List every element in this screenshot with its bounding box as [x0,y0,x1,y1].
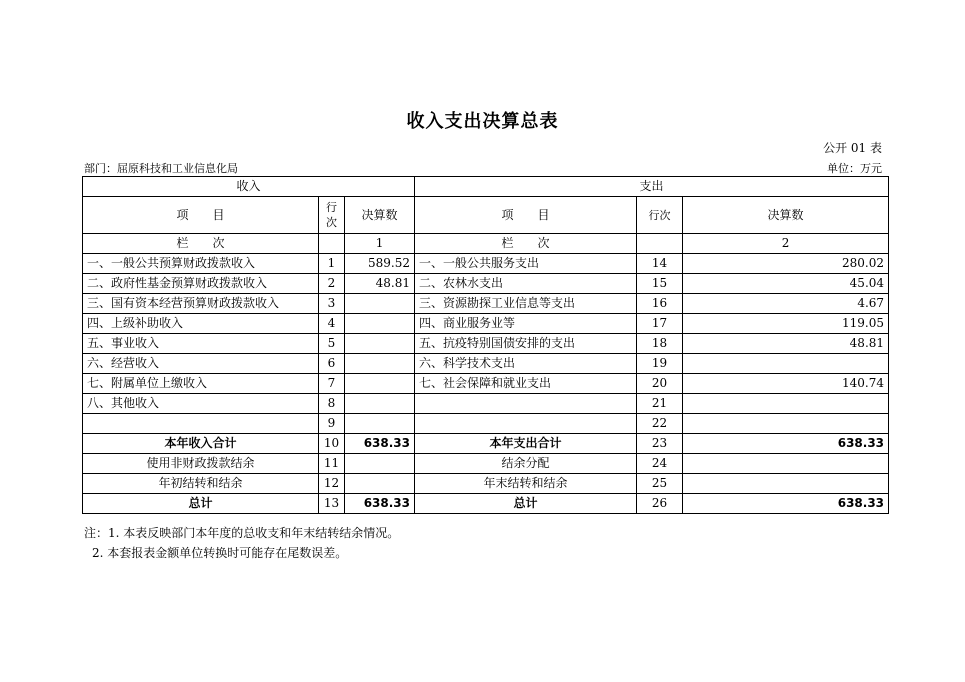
table-row [83,254,889,274]
income-item: 七、附属单位上缴收入 [83,374,319,394]
income-row-no: 5 [319,334,345,354]
year-income-total-label: 本年收入合计 [83,434,319,454]
expense-row-no: 14 [637,254,683,274]
empty-cell [319,234,345,254]
expense-row-no: 18 [637,334,683,354]
empty-cell [637,234,683,254]
income-item: 三、国有资本经营预算财政拨款收入 [83,294,319,314]
expense-amount: 48.81 [683,334,889,354]
page-title: 收入支出决算总表 [406,111,559,132]
income-amount [345,374,415,394]
begin-carryover-label: 年初结转和结余 [83,474,319,494]
income-item: 四、上级补助收入 [83,314,319,334]
income-item-header: 项 目 [83,197,319,234]
expense-item: 七、社会保障和就业支出 [415,374,637,394]
note-2: 2. 本套报表金额单位转换时可能存在尾数误差。 [92,546,348,560]
expense-item-header: 项 目 [415,197,637,234]
income-item: 一、一般公共预算财政拨款收入 [83,254,319,274]
year-income-total-no: 10 [319,434,345,454]
income-amount [345,334,415,354]
expense-row-no: 16 [637,294,683,314]
income-row-no: 8 [319,394,345,414]
expense-amount [683,394,889,414]
dept-name: 屈原科技和工业信息化局 [117,162,238,175]
col-index-1: 1 [345,234,415,254]
table-row [83,334,889,354]
budget-table [82,176,889,514]
expense-row-no: 17 [637,314,683,334]
empty-cell [683,474,889,494]
begin-carryover-no: 12 [319,474,345,494]
expense-amount: 280.02 [683,254,889,274]
header-row-columns [83,197,889,234]
year-expense-total-value: 638.33 [683,434,889,454]
end-carryover-label: 年末结转和结余 [415,474,637,494]
carryover-row [83,474,889,494]
expense-row-no-header: 行次 [637,197,683,234]
expense-amount: 45.04 [683,274,889,294]
empty-cell [345,454,415,474]
table-row [83,414,889,434]
nonfiscal-balance-no: 11 [319,454,345,474]
balance-distribution-label: 结余分配 [415,454,637,474]
income-item: 二、政府性基金预算财政拨款收入 [83,274,319,294]
income-item [83,414,319,434]
income-header: 收入 [83,177,415,197]
income-amount [345,394,415,414]
income-row-no: 7 [319,374,345,394]
income-row-no: 2 [319,274,345,294]
income-amount [345,314,415,334]
income-row-no: 9 [319,414,345,434]
expense-item: 四、商业服务业等 [415,314,637,334]
table-row [83,314,889,334]
table-row [83,394,889,414]
income-row-no: 1 [319,254,345,274]
year-total-row [83,434,889,454]
expense-item: 六、科学技术支出 [415,354,637,374]
header-row-section [83,177,889,197]
dept-label: 部门： [84,162,117,175]
expense-item [415,394,637,414]
grand-total-row [83,494,889,514]
empty-cell [683,454,889,474]
income-amount [345,354,415,374]
income-amount: 589.52 [345,254,415,274]
income-row-no: 6 [319,354,345,374]
expense-grand-total-value: 638.33 [683,494,889,514]
expense-amount-header: 决算数 [683,197,889,234]
department [84,160,238,176]
expense-item: 一、一般公共服务支出 [415,254,637,274]
expense-item: 二、农林水支出 [415,274,637,294]
row-no-line2: 次 [326,216,337,229]
expense-row-no: 20 [637,374,683,394]
income-item: 六、经营收入 [83,354,319,374]
year-expense-total-label: 本年支出合计 [415,434,637,454]
expense-item [415,414,637,434]
expense-row-no: 21 [637,394,683,414]
expense-header: 支出 [415,177,889,197]
table-row [83,274,889,294]
col-index-2: 2 [683,234,889,254]
income-grand-total-no: 13 [319,494,345,514]
note-1: 注：1. 本表反映部门本年度的总收支和年末结转结余情况。 [84,526,400,540]
table-row [83,374,889,394]
unit-label: 单位：万元 [827,162,882,175]
row-no-line1: 行 [326,201,337,214]
income-grand-total-value: 638.33 [345,494,415,514]
lan-ci-income: 栏 次 [83,234,319,254]
form-number: 公开 01 表 [823,141,882,155]
income-item: 五、事业收入 [83,334,319,354]
nonfiscal-balance-label: 使用非财政拨款结余 [83,454,319,474]
expense-row-no: 22 [637,414,683,434]
empty-cell [345,474,415,494]
notes [84,523,399,563]
balance-distribution-no: 24 [637,454,683,474]
lan-ci-expense: 栏 次 [415,234,637,254]
end-carryover-no: 25 [637,474,683,494]
income-row-no: 4 [319,314,345,334]
income-row-no: 3 [319,294,345,314]
expense-row-no: 19 [637,354,683,374]
table-row [83,294,889,314]
expense-item: 五、抗疫特别国债安排的支出 [415,334,637,354]
income-amount [345,294,415,314]
expense-amount: 119.05 [683,314,889,334]
year-income-total-value: 638.33 [345,434,415,454]
expense-grand-total-no: 26 [637,494,683,514]
income-amount-header: 决算数 [345,197,415,234]
income-item: 八、其他收入 [83,394,319,414]
expense-grand-total-label: 总计 [415,494,637,514]
income-amount: 48.81 [345,274,415,294]
expense-amount: 140.74 [683,374,889,394]
expense-row-no: 15 [637,274,683,294]
income-grand-total-label: 总计 [83,494,319,514]
income-amount [345,414,415,434]
expense-item: 三、资源勘探工业信息等支出 [415,294,637,314]
year-expense-total-no: 23 [637,434,683,454]
expense-amount [683,354,889,374]
table-row [83,354,889,374]
column-index-row [83,234,889,254]
income-row-no-header [319,197,345,234]
expense-amount [683,414,889,434]
expense-amount: 4.67 [683,294,889,314]
balance-row [83,454,889,474]
